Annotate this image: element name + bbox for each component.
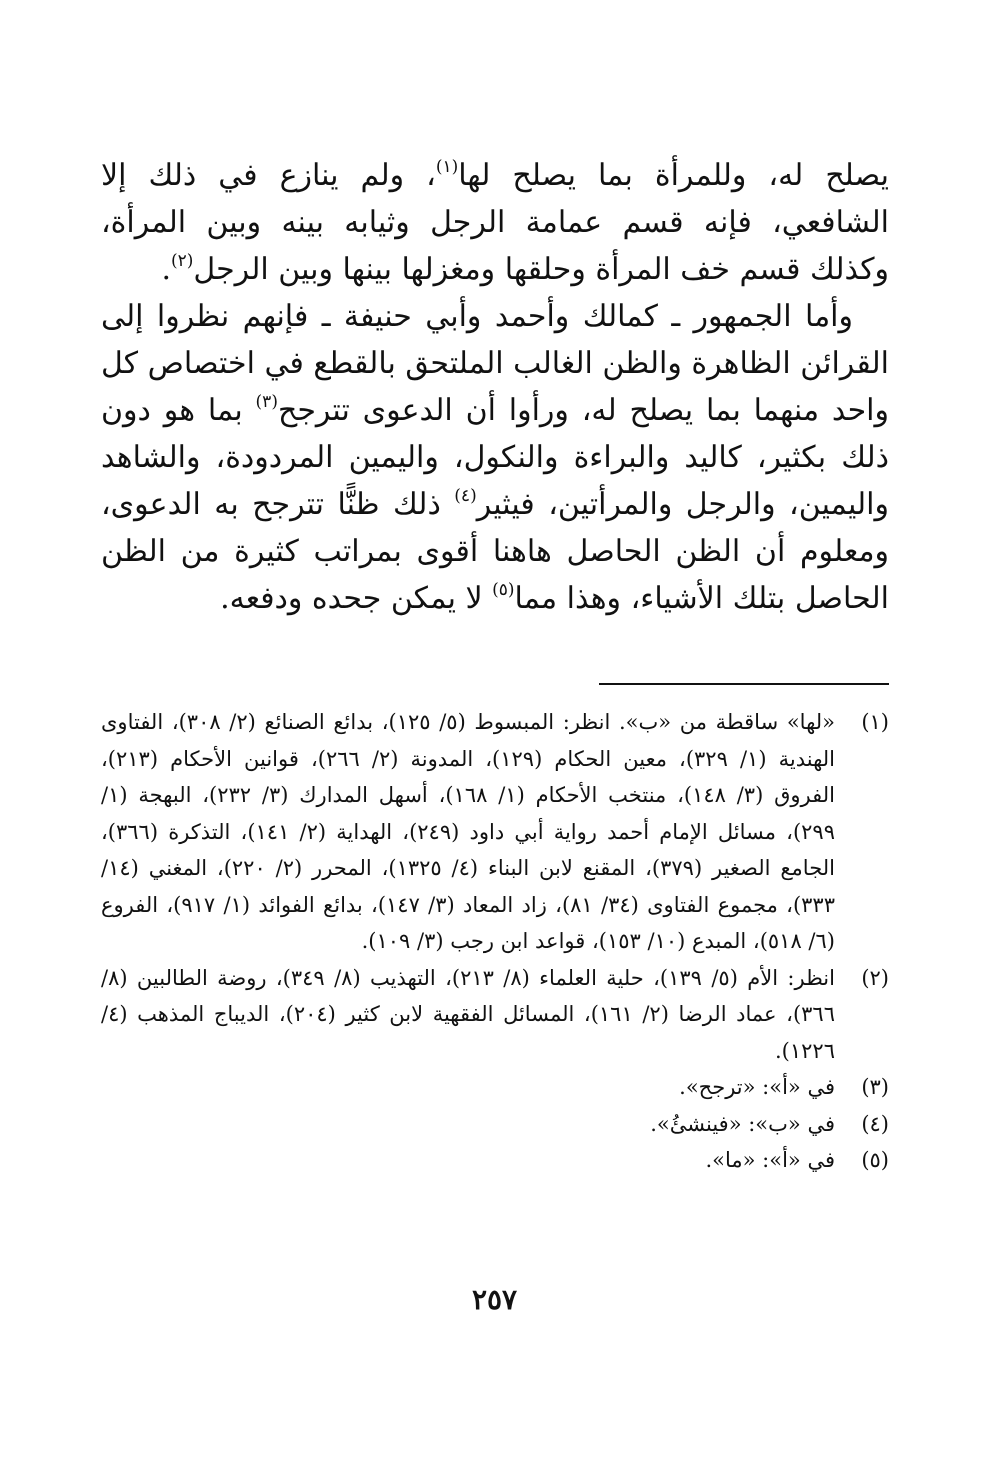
footnote-number: (٢) xyxy=(861,965,889,990)
paragraph-1 xyxy=(101,152,889,293)
footnote-ref-2: (٢) xyxy=(171,251,194,271)
page-number: ٢٥٧ xyxy=(471,1283,518,1316)
footnote-ref-3: (٣) xyxy=(255,392,278,412)
paragraph-2-part-b: بما هو دون ذلك بكثير، كاليد والبراءة والنكول، واليمين المردودة، والشاهد واليمين، والرجل والمرأتين، فيثير xyxy=(101,393,889,522)
footnote-ref-5: (٥) xyxy=(492,580,515,600)
footnote-number: (٣) xyxy=(861,1075,889,1099)
paragraph-2-part-a: وأما الجمهور ـ كمالك وأحمد وأبي حنيفة ـ فإنهم نظروا إلى القرائن الظاهرة والظن الغالب الملتحق بالقطع في اختصاص كل واحد منهما بما يصلح له، ورأوا أن الدعوى تترجح xyxy=(101,299,890,428)
footnote-text: في «ب»: «فينشئُ». xyxy=(650,1111,835,1136)
footnote-item xyxy=(101,1106,889,1143)
footnote-number: (٥) xyxy=(861,1148,889,1172)
footnote-number: (١) xyxy=(861,710,889,734)
footnote-separator xyxy=(599,683,889,685)
footnote-text: في «أ»: «ما». xyxy=(705,1148,835,1172)
paragraph-2-part-d: لا يمكن جحده ودفعه. xyxy=(220,581,493,616)
paragraph-1-part-c: . xyxy=(161,252,171,287)
footnote-text: انظر: الأم (٥/ ١٣٩)، حلية العلماء (٨/ ٢١٣)، التهذيب (٨/ ٣٤٩)، روضة الطالبين (٨/ ٣٦٦)، عماد الرضا (٢/ ١٦١)، المسائل الفقهية لابن كثير (٢٠٤)، الديباج المذهب (٤/ ١٢٢٦). xyxy=(101,965,835,1063)
footnote-ref-1: (١) xyxy=(435,157,459,177)
footnote-item xyxy=(101,960,889,1070)
footnote-number: (٤) xyxy=(861,1111,889,1136)
footnote-item xyxy=(101,1069,889,1106)
footnote-item xyxy=(101,704,889,960)
paragraph-2-part-c: ذلك ظنًّا تترجح به الدعوى، ومعلوم أن الظن الحاصل هاهنا أقوى بمراتب كثيرة من الظن الحاصل بتلك الأشياء، وهذا مما xyxy=(101,487,889,616)
footnotes-block xyxy=(101,704,889,1179)
paragraph-1-part-a: يصلح له، وللمرأة بما يصلح لها xyxy=(458,158,889,193)
footnote-ref-4: (٤) xyxy=(454,486,477,506)
paragraph-2 xyxy=(101,293,889,622)
paragraph-1-part-b: ، ولم ينازع في ذلك إلا الشافعي، فإنه قسم عمامة الرجل وثيابه بينه وبين المرأة، وكذلك قسم خف المرأة وحلقها ومغزلها بينها وبين الرجل xyxy=(101,158,889,287)
footnote-text: «لها» ساقطة من «ب». انظر: المبسوط (٥/ ١٢٥)، بدائع الصنائع (٢/ ٣٠٨)، الفتاوى الهندية (١/ ٣٢٩)، معين الحكام (١٢٩)، المدونة (٢/ ٢٦٦)، قوانين الأحكام (٢١٣)، الفروق (٣/ ١٤٨)، منتخب الأحكام (١/ ١٦٨)، أسهل المدارك (٣/ ٢٣٢)، البهجة (١/ ٢٩٩)، مسائل الإمام أحمد رواية أبي داود (٢٤٩)، الهداية (٢/ ١٤١)، التذكرة (٣٦٦)، الجامع الصغير (٣٧٩)، المقنع لابن البناء (٤/ ١٣٢٥)، المحرر (٢/ ٢٢٠)، المغني (١٤/ ٣٣٣)، مجموع الفتاوى (٣٤/ ٨١)، زاد المعاد (٣/ ١٤٧)، بدائع الفوائد (١/ ٩١٧)، الفروع (٦/ ٥١٨)، المبدع (١٠/ ١٥٣)، قواعد ابن رجب (٣/ ١٠٩). xyxy=(101,710,835,953)
footnote-text: في «أ»: «ترجح». xyxy=(679,1075,835,1099)
main-text-block xyxy=(101,152,889,622)
footnote-item xyxy=(101,1142,889,1179)
